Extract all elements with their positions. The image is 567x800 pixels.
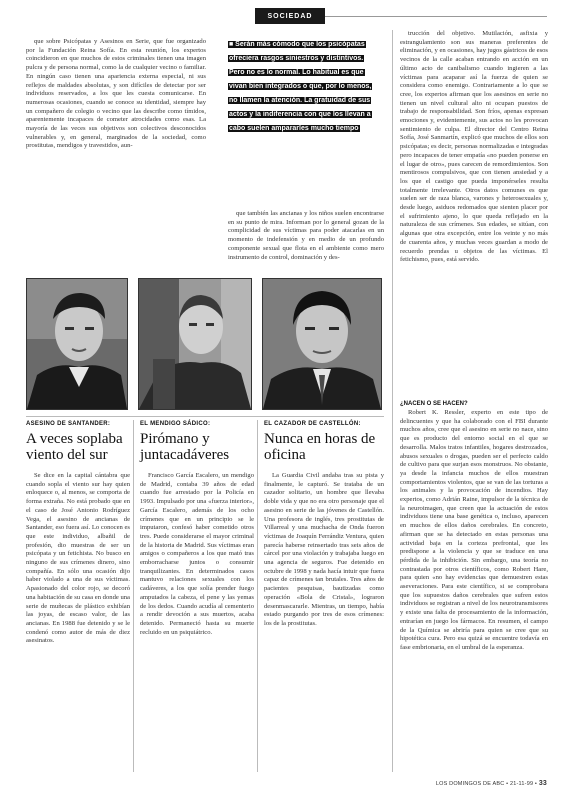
column-4b-paragraph: Robert K. Ressler, experto en este tipo de delincuentes y que ha colaborado con el FBI durante muchos años, cree que el asesino en serie no nace, sino que es producto del entorno social en el que se desarrolla. Malos tratos infantiles, hogares destrozados, abusos sexuales o drogas, pueden ser el perfecto caldo de cultivo para que surjan esos monstruos. No obstante, ya desde la infancia muchos de ellos muestran comportamientos violentos, que se van de las torturas a los animales y la provocación de incendios. Hay expertos, como Adrián Raine, impulsor de la técnica de la neuroimagen, que creen que la actuación de estos individuos tiene una base genética o, incluso, aparecen en muchos de ellos daños cerebrales. En concreto, afirman que se ha detectado en estas personas una actividad baja en la corteza prefrontal, que les predispone a la violencia y que se traduce en una pérdida de la inhibición. Sin embargo, una teoría no contrastada por otros científicos, como Robert Hare, para quien «no hay evidencias que demuestren estas aseveraciones. Para este científico, si se comprobara que los supuestos daños cerebrales que sufren estos individuos se registran a nivel de los neurotransmisores y existe una falta de procesamiento de la información, entrarían en juego los fármacos. En resumen, el campo de la Química se abriría para quien se cree que su hipotética cura. Pero esa quizá se encuentre todavía en fase embrionaria, en el umbral de la esperanza. bbox=[400, 409, 548, 651]
section-header: SOCIEDAD bbox=[255, 8, 325, 24]
story-body bbox=[140, 472, 254, 772]
header-rule bbox=[325, 16, 547, 17]
pull-quote-line: actos y la indiferencia con que los llevan a bbox=[229, 111, 371, 118]
story-kicker: EL MENDIGO SÁDICO: bbox=[140, 421, 211, 427]
story-headline: Nunca en horas de oficina bbox=[264, 431, 376, 463]
story-body bbox=[26, 472, 130, 772]
column-divider bbox=[392, 30, 393, 772]
photo-castellon bbox=[262, 278, 382, 410]
pull-quote bbox=[228, 38, 382, 136]
column-4-text bbox=[400, 30, 548, 398]
column-4b-text bbox=[400, 409, 548, 769]
portrait-image bbox=[263, 279, 381, 409]
column-1-paragraph: que sobre Psicópatas y Asesinos en Serie, que fue organizado por la Fundación Reina Sofía. En esta reunión, los expertos coincidieron en que muchos de estos criminales tienen una imagen pulcra y de persona normal, como la de cualquier vecino o familiar. En ningún caso tienen una apariencia externa especial, ni sus reflejos de maldades absolutas, y son difíciles de detectar por ser individuos reservados, a los que les cuesta comunicarse. En numerosas ocasiones, cuando se conoce su identidad, siempre hay un compañero de colegio o vecino que las describe como tímidos, aparentemente incapaces de cometer atrocidades como esas. La mayoría de las veces sus objetivos son colectivos desconocidos vulnerables y, en general, marginados de la sociedad, como prostitutas, mendigos y travestidos, aun- bbox=[26, 38, 206, 150]
column-1-text bbox=[26, 38, 206, 256]
column-divider bbox=[257, 420, 258, 772]
portrait-image bbox=[27, 279, 127, 409]
photo-santander bbox=[26, 278, 128, 410]
story-headline: Pirómano y juntacadáveres bbox=[140, 431, 230, 463]
column-3-text bbox=[228, 210, 384, 270]
page-number: 33 bbox=[538, 780, 547, 787]
pull-quote-line: cabo suelen ampararles mucho tiempo bbox=[229, 125, 359, 132]
subheading: ¿NACEN O SE HACEN? bbox=[400, 401, 468, 407]
pull-quote-line: ■ Serán más cómodo que los psicópatas bbox=[229, 41, 365, 48]
page-footer bbox=[436, 780, 547, 787]
pull-quote-line: no llamen la atención. La gratuidad de sus bbox=[229, 97, 371, 104]
photo-mendigo bbox=[138, 278, 252, 410]
horizontal-divider bbox=[26, 416, 384, 417]
pull-quote-line: vivan bien integrados o que, por lo menos, bbox=[229, 83, 372, 90]
story-headline: A veces soplaba viento del sur bbox=[26, 431, 123, 463]
story-kicker: ASESINO DE SANTANDER: bbox=[26, 421, 111, 427]
story-paragraph: Francisco García Escalero, un mendigo de Madrid, contaba 39 años de edad cuando fue arrestado por la Policía en 1993. Impulsado por una «fuerza interior», García Escalero, además de los ocho crímenes que en un principio se le imputaron, confesó haber cometido otros tres. Puede considerarse el mayor criminal de la historia de Madrid. Sus víctimas eran amigos o compañeros a los que mató tras emborracharse juntos o consumir tranquilizantes. En determinados casos mantuvo relaciones sexuales con los cadáveres, a los que solía prender fuego amputados la cabeza, el pene y las yemas de los dedos. Cuando acudía al cementerio a rendir devoción a sus muertos, acaba detenido. Permaneció hasta su muerte recluido en un psiquiátrico. bbox=[140, 472, 254, 636]
story-body bbox=[264, 472, 384, 772]
column-4-paragraph: trucción del objetivo. Mutilación, asfixia y estrangulamiento son sus maneras preferentes de eliminación, y en ocasiones, hay jugos gástricos de esos vecinos de la calle acaban entrando en acción en un último acto de canibalismo cuando ingieren a las víctimas para acaparar así la fuerza de quien se considera como enemigo. Contrariamente a lo que se cree, los expertos afirman que los asesinos en serie no tienen un nivel cultural alto ni ocupan puestos de trabajo de responsabilidad. Son fríos, apenas expresan emociones y, evidentemente, sus actos no les provocan sentimiento de culpa. El director del Centro Reina Sofía, José Sanmartín, explicó que muchos de ellos son psicópatas; es decir, personas normalizadas e integradas pero incapaces de tener empatía «no pueden ponerse en el lugar de otro», pues carecen de remordimientos. Son mentirosos compulsivos, que con tienen ansiedad y a los que el castigo que pueda imponérseles resulta totalmente irrelevante. Otros datos comunes es que suelen ser de raza blanca, varones y heterosexuales y, desde luego, asiduos redomados que sienten placer por el sufrimiento ajeno, lo que queda reflejado en la naturaleza de sus crímenes. Sus edades, se sitúan, con algunas que otra excepción, entre los veinte y no más de cuarenta años, y muchas veces guardan a modo de recuerdo prendas u objetos de las víctimas. El fetichismo, pues, está servido. bbox=[400, 30, 548, 264]
column-divider bbox=[133, 420, 134, 772]
publication-info: LOS DOMINGOS DE ABC • 21-11-99 • bbox=[435, 781, 538, 787]
story-kicker: EL CAZADOR DE CASTELLÓN: bbox=[264, 421, 361, 427]
story-paragraph: Se dice en la capital cántabra que cuando sopla el viento sur hay quien enloquece o, al menos, se comporta de forma extraña. No está probado que en el caso de José Antonio Rodríguez Vega, el asesino de ancianas de Santander, eso fuera así. Lo conocen es que este individuo, albañil de profesión, dio muestras de ser un psicópata y un fetichista. No busco en ninguno de sus crímenes dinero, sino compañía. En sólo una ocasión dijo haber violado a una de sus víctimas. Apasionado del color rojo, se decoró una habitación de su casa en donde una serie de muñecas de plástico exhibían las joyas, de escaso valor, de las ancianas. En 1988 fue detenido y se le condenó como autor de más de diez asesinatos. bbox=[26, 472, 130, 645]
story-paragraph: La Guardia Civil andaba tras su pista y finalmente, le capturó. Se trataba de un cazador solitario, un hombre que llevaba doble vida y que no era otro personaje que el asesino en serie de las jóvenes de Castellón. Una profesora de inglés, tres prostitutas de Villarreal y una muchacha de Onda fueron víctimas de Joaquín Ferrándiz Ventura, quien parecía haberse reinsertado tras seis años de cárcel por una violación y trabajaba luego en una agencia de seguros. Fue detenido en octubre de 1998 y nada hacía intuir que fuera capaz de crímenes tan brutales. Tres años de pacientes pesquisas, bautizadas como operación «Bola de Cristal», lograron desenmascararle. Mientras, un tiempo, había estado purgando por tres de esos crímenes: los de la prostitutas. bbox=[264, 472, 384, 627]
portrait-image bbox=[139, 279, 251, 409]
pull-quote-line: ofreciera rasgos siniestros y distintivos. bbox=[229, 55, 364, 62]
column-3-paragraph: que también las ancianas y los niños suelen encontrarse en su punto de mira. Informan por lo general gozan de la complicidad de sus víctimas para poder atacarlas en un momento de indefensión y en medio de un profundo componente sexual que flota en el ambiente como mero instrumento de control, dominación y des- bbox=[228, 210, 384, 261]
pull-quote-line: Pero no es lo normal. Lo habitual es que bbox=[229, 69, 364, 76]
